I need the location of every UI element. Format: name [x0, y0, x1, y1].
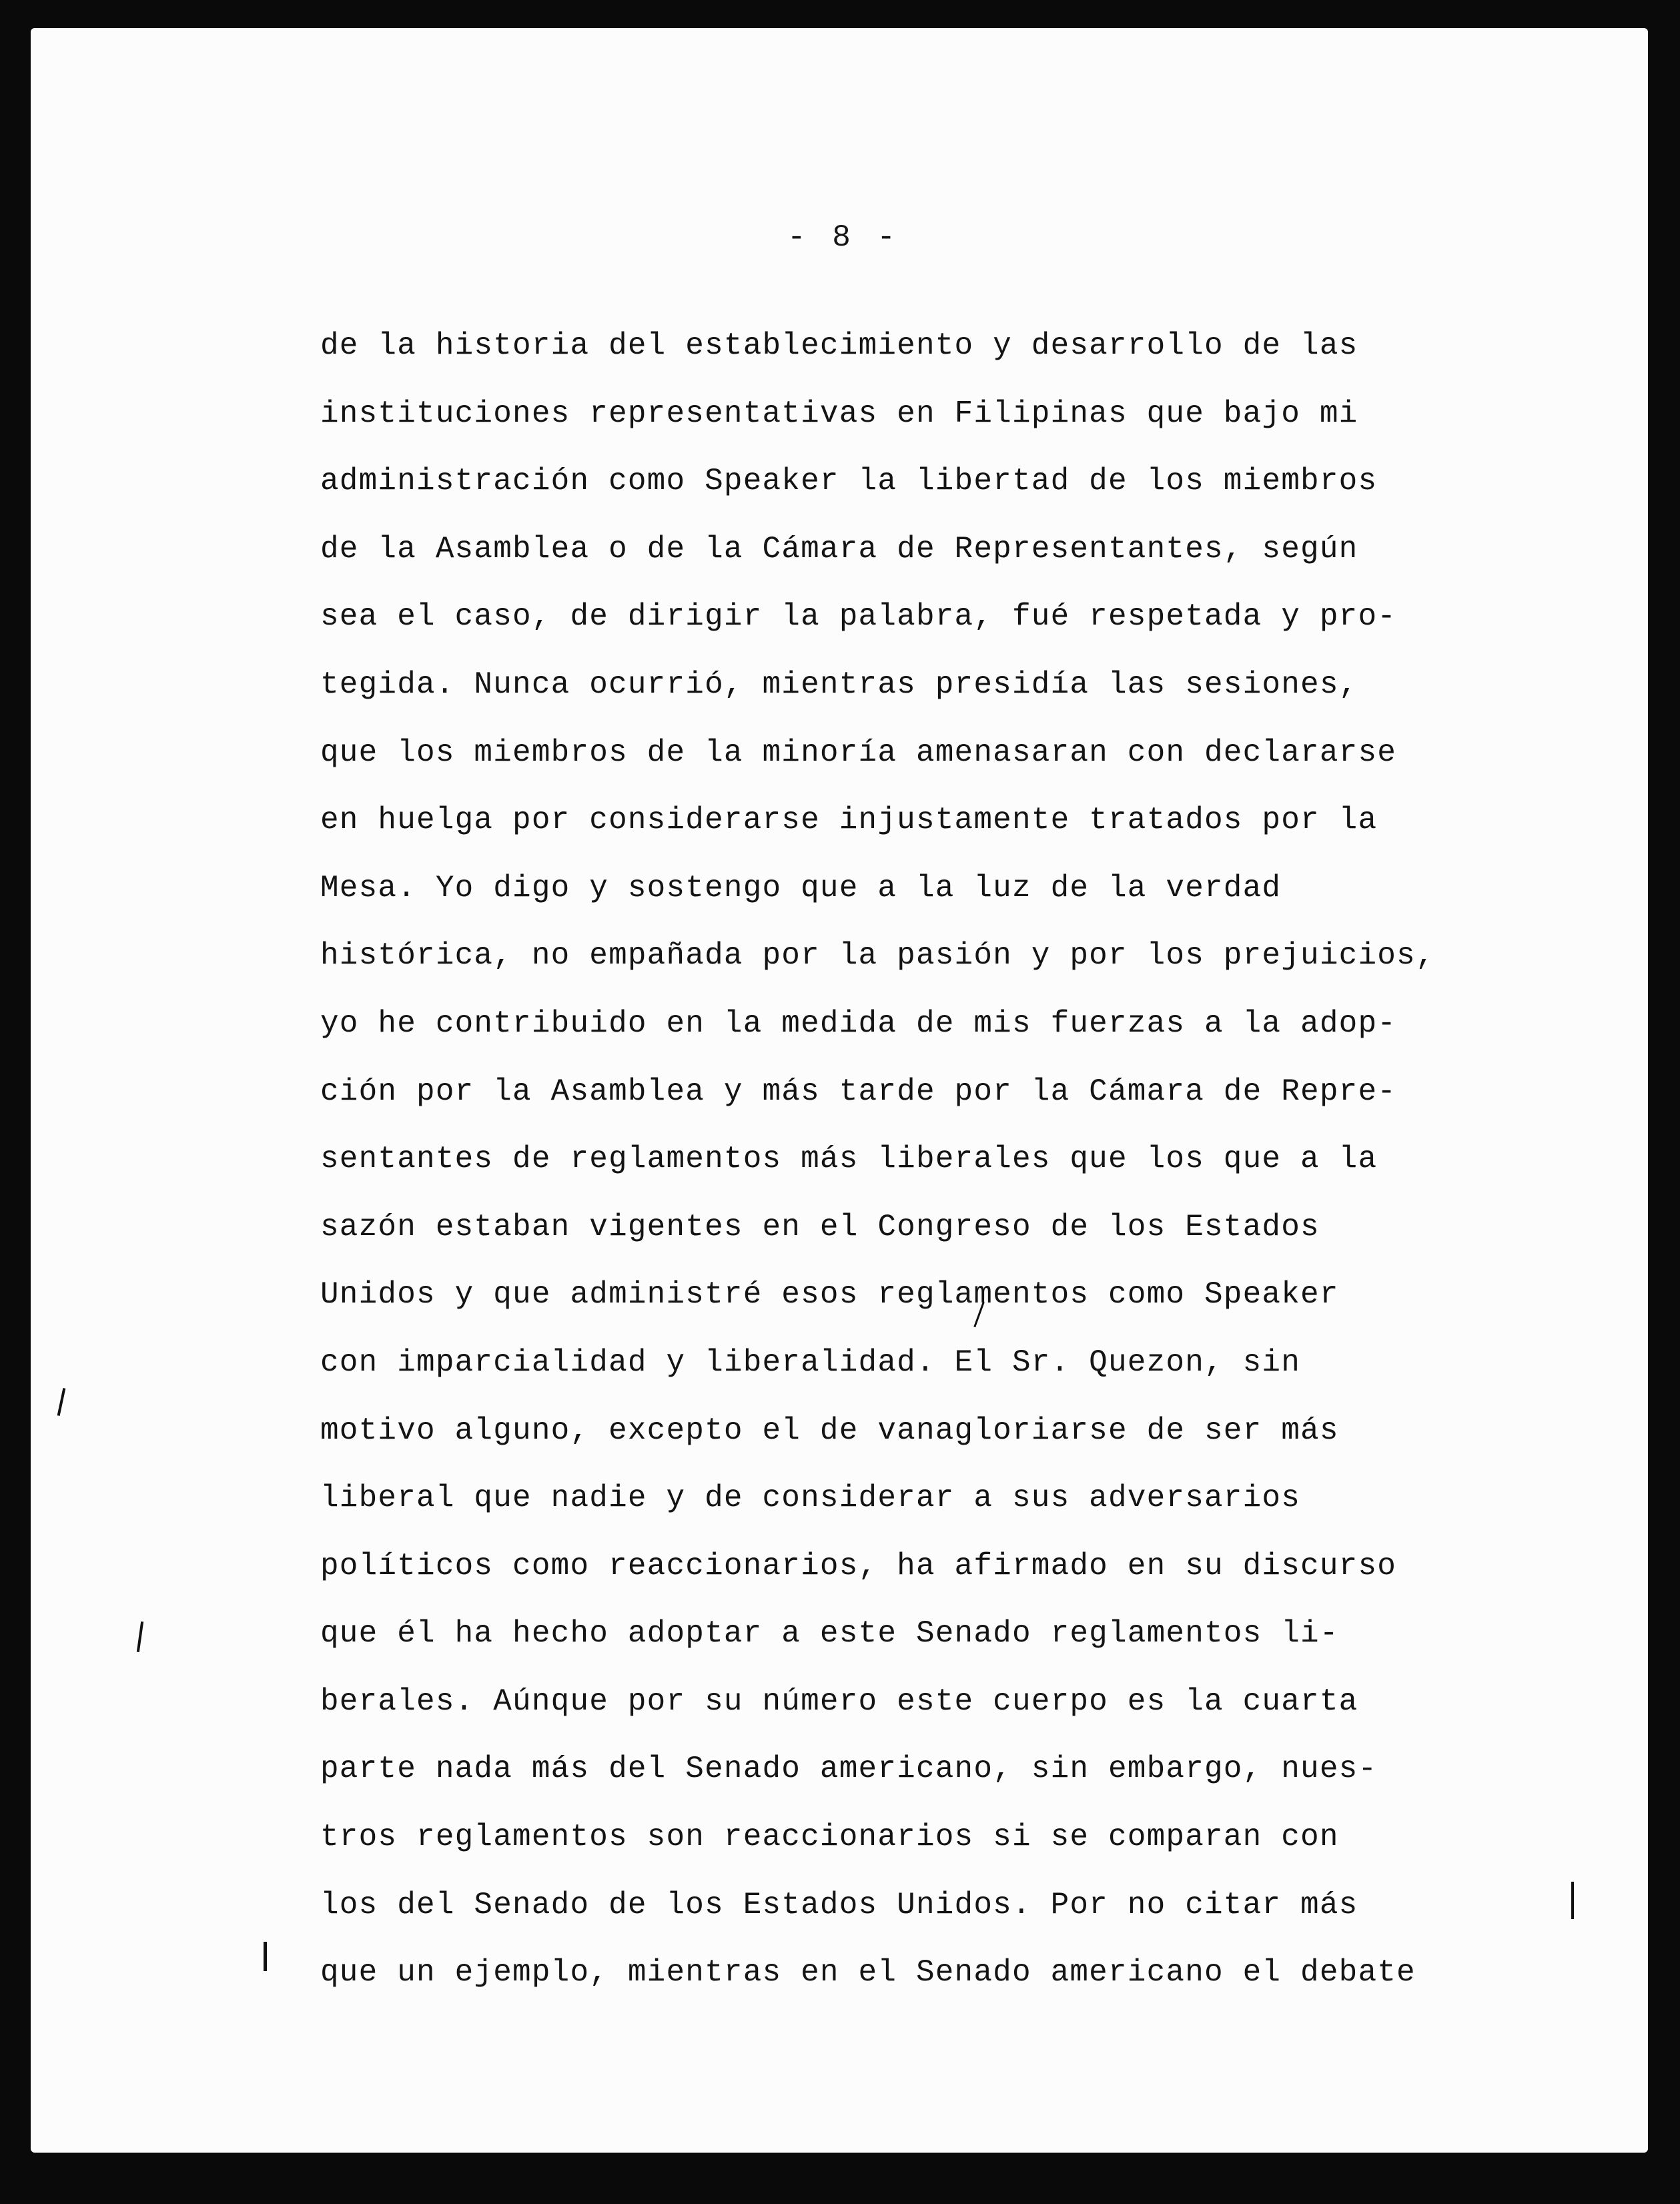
text-line: que un ejemplo, mientras en el Senado americano el debate	[320, 1955, 1416, 1990]
text-line: Mesa. Yo digo y sostengo que a la luz de la verdad	[320, 870, 1282, 905]
page-body-text	[320, 319, 1495, 2014]
text-line: de la historia del establecimiento y desarrollo de las	[320, 328, 1358, 363]
text-line: tegida. Nunca ocurrió, mientras presidía las sesiones,	[320, 667, 1358, 702]
text-line: que los miembros de la minoría amenasaran con declararse	[320, 735, 1397, 770]
text-line: parte nada más del Senado americano, sin embargo, nues-	[320, 1752, 1378, 1787]
scan-mark	[264, 1942, 267, 1971]
text-line: motivo alguno, excepto el de vanagloriarse de ser más	[320, 1413, 1339, 1448]
page-number: - 8 -	[787, 220, 900, 255]
text-line: instituciones representativas en Filipinas que bajo mi	[320, 396, 1358, 431]
text-line: en huelga por considerarse injustamente tratados por la	[320, 803, 1378, 838]
scan-mark	[1571, 1882, 1574, 1919]
text-line: políticos como reaccionarios, ha afirmado en su discurso	[320, 1548, 1397, 1583]
text-line: que él ha hecho adoptar a este Senado reglamentos li-	[320, 1616, 1339, 1651]
text-line: sentantes de reglamentos más liberales que los que a la	[320, 1142, 1378, 1177]
text-line: de la Asamblea o de la Cámara de Representantes, según	[320, 531, 1358, 567]
text-line: ción por la Asamblea y más tarde por la Cámara de Repre-	[320, 1074, 1397, 1109]
text-line: sea el caso, de dirigir la palabra, fué respetada y pro-	[320, 599, 1397, 635]
text-line: tros reglamentos son reaccionarios si se comparan con	[320, 1820, 1339, 1855]
text-line: Unidos y que administré esos reglamentos como Speaker	[320, 1277, 1339, 1313]
text-line: con imparcialidad y liberalidad. El Sr. Quezon, sin	[320, 1345, 1301, 1380]
text-line: administración como Speaker la libertad de los miembros	[320, 464, 1378, 499]
text-line: histórica, no empañada por la pasión y por los prejuicios,	[320, 938, 1435, 974]
text-line: yo he contribuido en la medida de mis fuerzas a la adop-	[320, 1006, 1397, 1041]
text-line: sazón estaban vigentes en el Congreso de los Estados	[320, 1209, 1320, 1244]
text-line: los del Senado de los Estados Unidos. Por no citar más	[320, 1887, 1358, 1922]
text-line: berales. Aúnque por su número este cuerpo es la cuarta	[320, 1684, 1358, 1719]
text-line: liberal que nadie y de considerar a sus adversarios	[320, 1481, 1301, 1516]
